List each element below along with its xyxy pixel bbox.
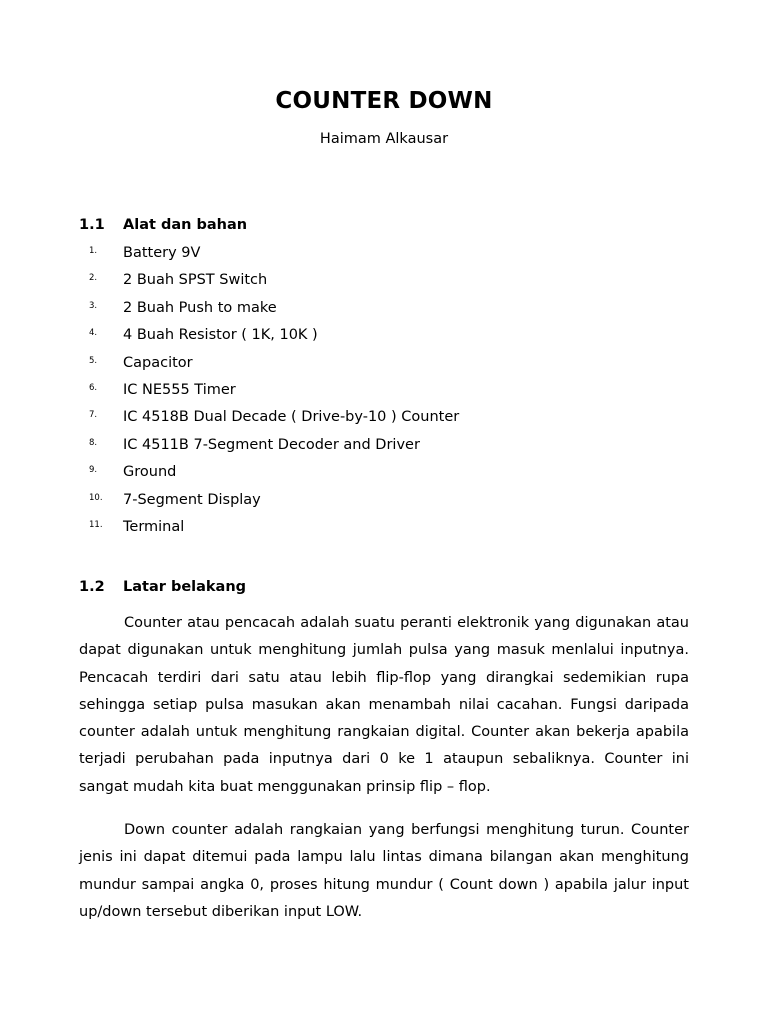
list-item-text: 7-Segment Display: [123, 491, 261, 508]
list-item: [0, 270, 768, 297]
list-item-text: Ground: [123, 464, 177, 481]
section-title: Alat dan bahan: [123, 217, 248, 233]
list-item-text: Terminal: [123, 518, 185, 535]
list-item-text: Battery 9V: [123, 245, 201, 261]
materials-list: [0, 243, 768, 544]
body-paragraph: Down counter adalah rangkaian yang berfungsi menghitung turun. Counter jenis ini dapat ditemui pada lampu lalu lintas dimana bilangan akan menghitung mundur sampai angka 0, proses hitung mundur ( Count down ) apabila jalur input up/down tersebut diberikan input LOW.: [79, 822, 689, 920]
list-marker: 10.: [89, 492, 103, 503]
section-title: Latar belakang: [123, 579, 247, 595]
section-number: 1.2: [79, 579, 105, 595]
author-name: Haimam Alkausar: [319, 131, 449, 147]
list-item: [0, 462, 768, 489]
list-item-text: 4 Buah Resistor ( 1K, 10K ): [123, 327, 318, 344]
list-marker: 5.: [89, 355, 98, 366]
section-number: 1.1: [79, 217, 105, 233]
list-item-text: 2 Buah SPST Switch: [123, 272, 268, 289]
list-item: [0, 380, 768, 407]
list-marker: 4.: [89, 328, 98, 339]
list-item-text: IC NE555 Timer: [123, 381, 236, 398]
list-item: [0, 298, 768, 325]
list-marker: 6.: [89, 382, 98, 393]
list-item: [0, 407, 768, 434]
list-marker: 7.: [89, 410, 98, 421]
list-item-text: Capacitor: [123, 354, 193, 371]
list-marker: 1.: [89, 246, 98, 256]
list-marker: 2.: [89, 273, 98, 284]
list-item: [0, 435, 768, 462]
list-marker: 3.: [89, 300, 98, 311]
list-item: [0, 353, 768, 380]
section-heading-1-2: [79, 579, 246, 595]
list-item: [0, 517, 768, 544]
page-title: COUNTER DOWN: [275, 88, 493, 114]
list-item: [0, 243, 768, 270]
list-item-text: IC 4518B Dual Decade ( Drive-by-10 ) Counter: [123, 409, 460, 426]
list-item: [0, 325, 768, 352]
list-item-text: IC 4511B 7-Segment Decoder and Driver: [123, 436, 420, 453]
list-item-text: 2 Buah Push to make: [123, 299, 277, 316]
list-item: [0, 490, 768, 517]
list-marker: 11.: [89, 519, 103, 530]
list-marker: 8.: [89, 437, 98, 448]
section-heading-1-1: [79, 217, 247, 233]
body-paragraph: Counter atau pencacah adalah suatu peranti elektronik yang digunakan atau dapat digunakan untuk menghitung jumlah pulsa yang masuk menlalui inputnya. Pencacah terdiri dari satu atau lebih flip-flop yang dirangkai sedemikian rupa sehingga setiap pulsa masukan akan menambah nilai cacahan. Fungsi daripada counter adalah untuk menghitung rangkaian digital. Counter akan bekerja apabila terjadi perubahan pada inputnya dari 0 ke 1 ataupun sebaliknya. Counter ini sangat mudah kita buat menggunakan prinsip flip – flop.: [79, 615, 689, 795]
list-marker: 9.: [89, 465, 98, 476]
